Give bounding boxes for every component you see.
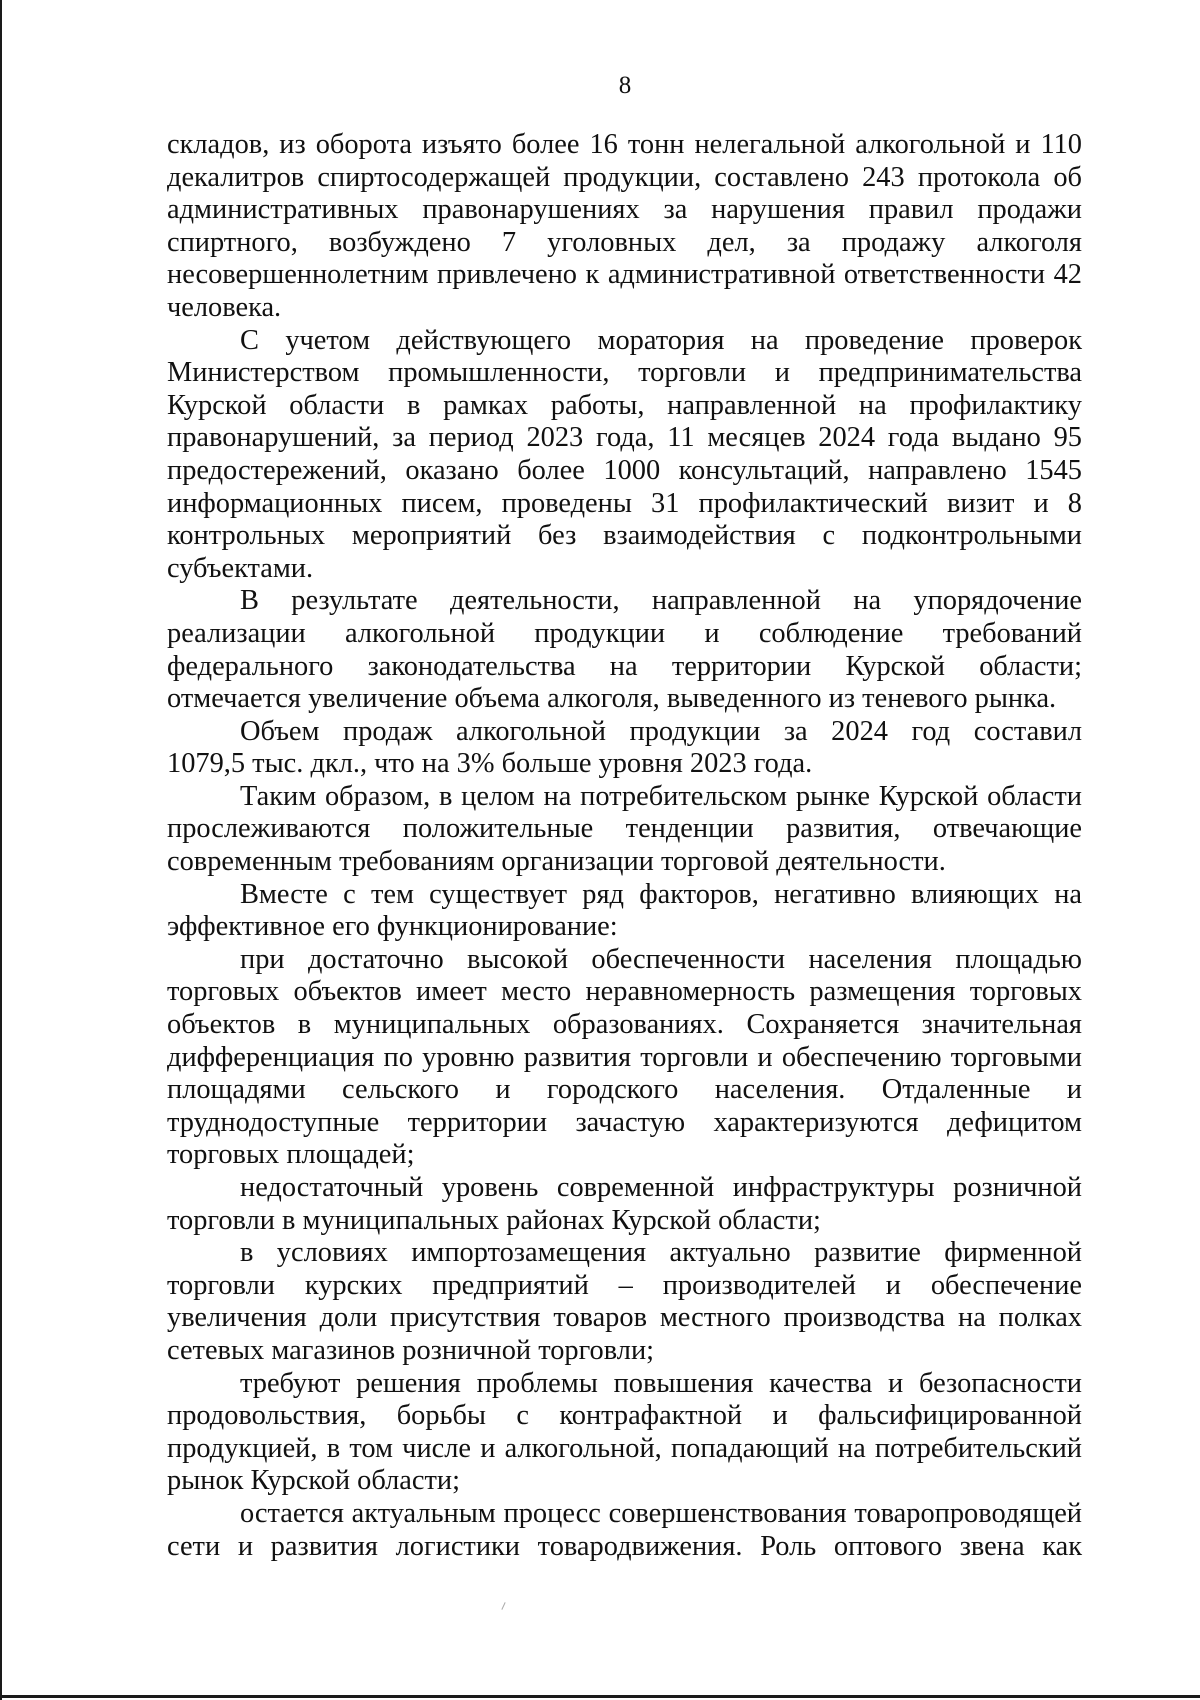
text-line: торговых объектов имеет место неравномерность размещения торговых [167,976,1082,1008]
text-line: спиртного, возбуждено 7 уголовных дел, за продажу алкоголя [167,226,1082,258]
text-line: Вместе с тем существует ряд факторов, негативно влияющих на [240,878,1082,910]
paragraph-p8 [167,1172,1082,1237]
text-line: отмечается увеличение объема алкоголя, выведенного из теневого рынка. [167,683,1057,715]
text-line: современным требованиям организации торговой деятельности. [167,846,946,878]
text-line: труднодоступные территории зачастую характеризуются дефицитом [167,1106,1082,1138]
text-line: С учетом действующего моратория на проведение проверок [240,324,1082,356]
text-line: прослеживаются положительные тенденции развития, отвечающие [167,813,1082,845]
text-line: в условиях импортозамещения актуально развитие фирменной [240,1237,1082,1269]
text-line: реализации алкогольной продукции и соблюдение требований [167,617,1082,649]
paragraph-p2 [167,325,1082,586]
page-number: 8 [618,72,632,99]
text-line: информационных писем, проведены 31 профилактический визит и 8 [167,487,1082,519]
text-line: складов, из оборота изъято более 16 тонн нелегальной алкогольной и 110 [167,129,1082,160]
text-line: сетевых магазинов розничной торговли; [167,1334,655,1366]
text-line: торговли курских предприятий – производителей и обеспечение [167,1269,1082,1301]
text-line: объектов в муниципальных образованиях. Сохраняется значительная [167,1009,1082,1041]
text-line: Министерством промышленности, торговли и предпринимательства [167,357,1082,389]
paragraph-p5 [167,781,1082,879]
scan-speck [501,1602,505,1610]
text-line: Объем продаж алкогольной продукции за 2024 год составил [240,715,1082,747]
text-line: торговых площадей; [167,1139,415,1171]
paragraph-p3 [167,585,1082,715]
paragraph-p4 [167,716,1082,781]
text-line: Таким образом, в целом на потребительском рынке Курской области [240,780,1082,812]
paragraph-p6 [167,879,1082,944]
text-line: человека. [167,291,282,323]
text-line: рынок Курской области; [167,1465,460,1497]
text-line: торговли в муниципальных районах Курской области; [167,1204,821,1236]
text-line: 1079,5 тыс. дкл., что на 3% больше уровня 2023 года. [167,748,813,780]
text-line: дифференциация по уровню развития торговли и обеспечению торговыми [167,1041,1082,1073]
document-body [167,129,1082,1563]
text-line: требуют решения проблемы повышения качества и безопасности [240,1367,1082,1399]
scan-edge-bottom [0,1695,1200,1698]
text-line: декалитров спиртосодержащей продукции, составлено 243 протокола об [167,161,1082,193]
text-line: административных правонарушениях за нарушения правил продажи [167,194,1082,226]
text-line: правонарушений, за период 2023 года, 11 месяцев 2024 года выдано 95 [167,422,1082,454]
paragraph-p9 [167,1237,1082,1367]
text-line: при достаточно высокой обеспеченности населения площадью [240,943,1082,975]
text-line: Курской области в рамках работы, направленной на профилактику [167,389,1082,421]
paragraph-p10 [167,1368,1082,1498]
text-line: сети и развития логистики товародвижения. Роль оптового звена как [167,1530,1082,1562]
text-line: В результате деятельности, направленной на упорядочение [240,585,1082,617]
text-line: предостережений, оказано более 1000 консультаций, направлено 1545 [167,454,1082,486]
text-line: остается актуальным процесс совершенствования товаропроводящей [240,1497,1082,1529]
scan-edge-left [0,0,2,1700]
text-line: продукцией, в том числе и алкогольной, попадающий на потребительский [167,1432,1082,1464]
text-line: площадями сельского и городского населения. Отдаленные и [167,1074,1082,1106]
paragraph-p1 [167,129,1082,325]
text-line: несовершеннолетним привлечено к административной ответственности 42 [167,259,1082,291]
text-line: федерального законодательства на территории Курской области; [167,650,1082,682]
paragraph-p7 [167,944,1082,1172]
text-line: продовольствия, борьбы с контрафактной и фальсифицированной [167,1400,1082,1432]
paragraph-p11 [167,1498,1082,1563]
text-line: контрольных мероприятий без взаимодействия с подконтрольными [167,520,1082,552]
text-line: субъектами. [167,552,314,584]
text-line: недостаточный уровень современной инфраструктуры розничной [240,1172,1082,1203]
text-line: эффективное его функционирование: [167,911,618,943]
text-line: увеличения доли присутствия товаров местного производства на полках [167,1302,1082,1334]
